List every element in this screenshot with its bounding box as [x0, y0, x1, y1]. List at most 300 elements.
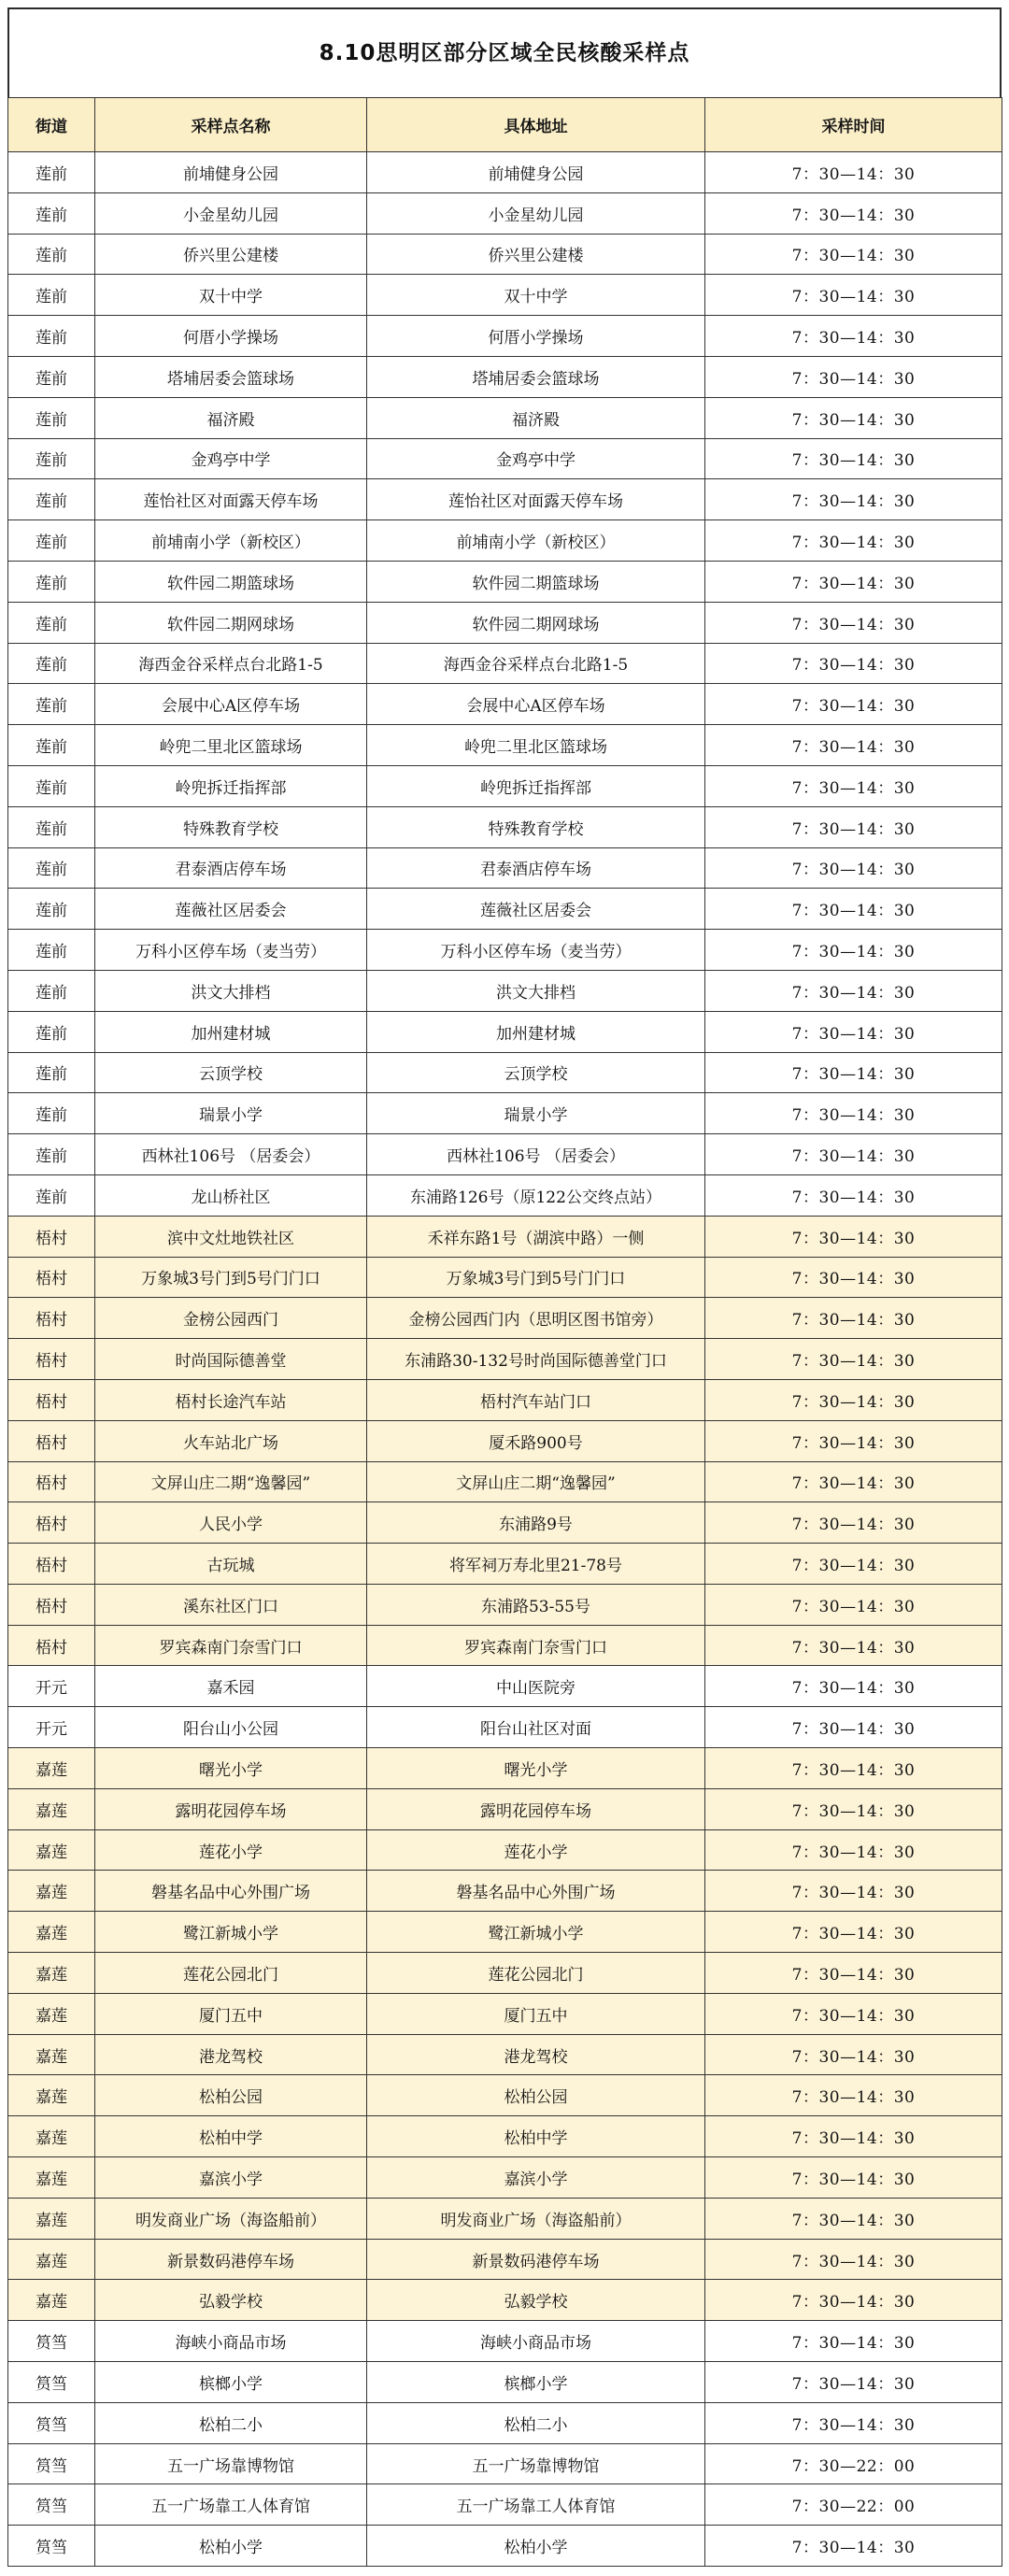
table-row: [8, 1339, 1002, 1380]
cell-site-name: 明发商业广场（海盗船前）: [95, 2198, 367, 2239]
cell-time: 7：30—14：30: [705, 602, 1002, 643]
cell-address: 鹭江新城小学: [367, 1912, 705, 1953]
cell-address: 君泰酒店停车场: [367, 847, 705, 889]
table-row: [8, 602, 1002, 643]
table-row: [8, 2239, 1002, 2280]
table-row: [8, 1953, 1002, 1994]
cell-site-name: 罗宾森南门奈雪门口: [95, 1625, 367, 1666]
sampling-points-sheet: [7, 7, 1002, 2567]
cell-time: 7：30—14：30: [705, 1788, 1002, 1829]
cell-street: 梧村: [8, 1544, 95, 1585]
table-row: [8, 2362, 1002, 2403]
cell-time: 7：30—14：30: [705, 1093, 1002, 1134]
cell-street: 莲前: [8, 234, 95, 275]
cell-address: 特殊教育学校: [367, 806, 705, 847]
cell-site-name: 君泰酒店停车场: [95, 847, 367, 889]
header-site-name: 采样点名称: [95, 98, 367, 152]
table-row: [8, 2402, 1002, 2443]
cell-site-name: 弘毅学校: [95, 2280, 367, 2321]
cell-site-name: 五一广场靠工人体育馆: [95, 2484, 367, 2526]
cell-address: 金鸡亭中学: [367, 438, 705, 479]
cell-street: 嘉莲: [8, 2280, 95, 2321]
cell-time: 7：30—14：30: [705, 1420, 1002, 1461]
cell-time: 7：30—14：30: [705, 275, 1002, 316]
cell-address: 侨兴里公建楼: [367, 234, 705, 275]
cell-street: 嘉莲: [8, 2034, 95, 2075]
table-row: [8, 1379, 1002, 1420]
table-row: [8, 2034, 1002, 2075]
cell-time: 7：30—14：30: [705, 1707, 1002, 1748]
cell-address: 露明花园停车场: [367, 1788, 705, 1829]
table-row: [8, 561, 1002, 602]
cell-street: 开元: [8, 1707, 95, 1748]
cell-time: 7：30—14：30: [705, 2116, 1002, 2157]
cell-address: 明发商业广场（海盗船前）: [367, 2198, 705, 2239]
cell-site-name: 万科小区停车场（麦当劳）: [95, 930, 367, 971]
table-row: [8, 520, 1002, 562]
cell-street: 莲前: [8, 152, 95, 193]
cell-site-name: 曙光小学: [95, 1748, 367, 1789]
cell-street: 嘉莲: [8, 1912, 95, 1953]
table-row: [8, 1298, 1002, 1339]
cell-address: 厦门五中: [367, 1993, 705, 2034]
cell-address: 磐基名品中心外围广场: [367, 1871, 705, 1912]
cell-site-name: 加州建材城: [95, 1011, 367, 1052]
cell-address: 莲怡社区对面露天停车场: [367, 479, 705, 520]
table-row: [8, 970, 1002, 1011]
page-title: 8.10思明区部分区域全民核酸采样点: [7, 7, 1002, 97]
table-row: [8, 1502, 1002, 1544]
cell-site-name: 岭兜拆迁指挥部: [95, 765, 367, 806]
table-row: [8, 1011, 1002, 1052]
table-row: [8, 2484, 1002, 2526]
table-row: [8, 889, 1002, 930]
cell-site-name: 新景数码港停车场: [95, 2239, 367, 2280]
cell-address: 曙光小学: [367, 1748, 705, 1789]
cell-time: 7：30—14：30: [705, 2280, 1002, 2321]
cell-time: 7：30—14：30: [705, 561, 1002, 602]
cell-address: 金榜公园西门内（思明区图书馆旁）: [367, 1298, 705, 1339]
cell-site-name: 嘉禾园: [95, 1666, 367, 1707]
cell-site-name: 金鸡亭中学: [95, 438, 367, 479]
table-row: [8, 1871, 1002, 1912]
cell-address: 文屏山庄二期“逸馨园”: [367, 1461, 705, 1502]
cell-site-name: 梧村长途汽车站: [95, 1379, 367, 1420]
cell-street: 莲前: [8, 889, 95, 930]
table-row: [8, 847, 1002, 889]
cell-time: 7：30—14：30: [705, 316, 1002, 357]
cell-address: 五一广场靠工人体育馆: [367, 2484, 705, 2526]
cell-time: 7：30—14：30: [705, 1502, 1002, 1544]
cell-site-name: 嘉滨小学: [95, 2157, 367, 2199]
cell-site-name: 福济殿: [95, 397, 367, 438]
cell-site-name: 海西金谷采样点台北路1-5: [95, 643, 367, 684]
cell-street: 筼筜: [8, 2321, 95, 2362]
table-row: [8, 356, 1002, 397]
cell-street: 嘉莲: [8, 1748, 95, 1789]
cell-time: 7：30—14：30: [705, 1829, 1002, 1871]
cell-address: 松柏二小: [367, 2402, 705, 2443]
table-row: [8, 2280, 1002, 2321]
cell-site-name: 人民小学: [95, 1502, 367, 1544]
cell-address: 港龙驾校: [367, 2034, 705, 2075]
cell-address: 嘉滨小学: [367, 2157, 705, 2199]
table-row: [8, 479, 1002, 520]
cell-street: 莲前: [8, 1093, 95, 1134]
cell-site-name: 莲薇社区居委会: [95, 889, 367, 930]
table-row: [8, 684, 1002, 725]
table-row: [8, 275, 1002, 316]
cell-site-name: 时尚国际德善堂: [95, 1339, 367, 1380]
cell-site-name: 鹭江新城小学: [95, 1912, 367, 1953]
cell-time: 7：30—14：30: [705, 847, 1002, 889]
table-row: [8, 316, 1002, 357]
cell-site-name: 五一广场靠博物馆: [95, 2443, 367, 2484]
cell-address: 加州建材城: [367, 1011, 705, 1052]
cell-site-name: 前埔健身公园: [95, 152, 367, 193]
cell-address: 岭兜二里北区篮球场: [367, 725, 705, 766]
cell-street: 嘉莲: [8, 2198, 95, 2239]
cell-address: 将军祠万寿北里21-78号: [367, 1544, 705, 1585]
cell-address: 双十中学: [367, 275, 705, 316]
cell-street: 嘉莲: [8, 2075, 95, 2116]
table-row: [8, 234, 1002, 275]
cell-street: 莲前: [8, 561, 95, 602]
cell-time: 7：30—14：30: [705, 1134, 1002, 1175]
table-row: [8, 643, 1002, 684]
cell-time: 7：30—22：00: [705, 2484, 1002, 2526]
cell-site-name: 阳台山小公园: [95, 1707, 367, 1748]
cell-time: 7：30—14：30: [705, 1993, 1002, 2034]
cell-address: 小金星幼儿园: [367, 192, 705, 234]
table-row: [8, 1707, 1002, 1748]
cell-address: 瑞景小学: [367, 1093, 705, 1134]
cell-street: 莲前: [8, 397, 95, 438]
table-row: [8, 1093, 1002, 1134]
cell-address: 莲花公园北门: [367, 1953, 705, 1994]
cell-street: 莲前: [8, 725, 95, 766]
cell-site-name: 莲花小学: [95, 1829, 367, 1871]
header-address: 具体地址: [367, 98, 705, 152]
table-row: [8, 725, 1002, 766]
cell-street: 莲前: [8, 970, 95, 1011]
cell-street: 梧村: [8, 1461, 95, 1502]
cell-address: 海西金谷采样点台北路1-5: [367, 643, 705, 684]
cell-address: 阳台山社区对面: [367, 1707, 705, 1748]
table-row: [8, 397, 1002, 438]
cell-address: 梧村汽车站门口: [367, 1379, 705, 1420]
table-row: [8, 1461, 1002, 1502]
cell-time: 7：30—14：30: [705, 1052, 1002, 1093]
cell-address: 东浦路126号（原122公交终点站）: [367, 1174, 705, 1216]
cell-street: 莲前: [8, 1174, 95, 1216]
table-row: [8, 1052, 1002, 1093]
cell-street: 梧村: [8, 1339, 95, 1380]
cell-street: 筼筜: [8, 2484, 95, 2526]
cell-address: 禾祥东路1号（湖滨中路）一侧: [367, 1216, 705, 1257]
cell-address: 岭兜拆迁指挥部: [367, 765, 705, 806]
table-row: [8, 765, 1002, 806]
cell-street: 莲前: [8, 1052, 95, 1093]
cell-time: 7：30—14：30: [705, 192, 1002, 234]
cell-time: 7：30—14：30: [705, 1298, 1002, 1339]
cell-address: 软件园二期网球场: [367, 602, 705, 643]
cell-street: 嘉莲: [8, 1829, 95, 1871]
cell-time: 7：30—14：30: [705, 889, 1002, 930]
table-row: [8, 2157, 1002, 2199]
cell-time: 7：30—14：30: [705, 1748, 1002, 1789]
table-row: [8, 1257, 1002, 1298]
cell-site-name: 西林社106号 （居委会）: [95, 1134, 367, 1175]
cell-site-name: 溪东社区门口: [95, 1584, 367, 1625]
cell-address: 东浦路53-55号: [367, 1584, 705, 1625]
cell-address: 厦禾路900号: [367, 1420, 705, 1461]
cell-street: 梧村: [8, 1257, 95, 1298]
cell-time: 7：30—14：30: [705, 2157, 1002, 2199]
cell-site-name: 松柏中学: [95, 2116, 367, 2157]
cell-address: 何厝小学操场: [367, 316, 705, 357]
cell-site-name: 金榜公园西门: [95, 1298, 367, 1339]
table-row: [8, 2198, 1002, 2239]
cell-street: 开元: [8, 1666, 95, 1707]
table-row: [8, 1829, 1002, 1871]
cell-address: 新景数码港停车场: [367, 2239, 705, 2280]
table-row: [8, 2075, 1002, 2116]
table-row: [8, 1216, 1002, 1257]
cell-site-name: 何厝小学操场: [95, 316, 367, 357]
cell-site-name: 龙山桥社区: [95, 1174, 367, 1216]
cell-time: 7：30—14：30: [705, 806, 1002, 847]
cell-site-name: 万象城3号门到5号门门口: [95, 1257, 367, 1298]
cell-site-name: 港龙驾校: [95, 2034, 367, 2075]
sampling-points-table: [7, 97, 1002, 2567]
cell-street: 嘉莲: [8, 1871, 95, 1912]
table-row: [8, 2116, 1002, 2157]
cell-street: 莲前: [8, 356, 95, 397]
cell-address: 中山医院旁: [367, 1666, 705, 1707]
table-row: [8, 1134, 1002, 1175]
cell-street: 莲前: [8, 192, 95, 234]
cell-site-name: 岭兜二里北区篮球场: [95, 725, 367, 766]
cell-street: 筼筜: [8, 2443, 95, 2484]
table-row: [8, 2526, 1002, 2567]
cell-site-name: 松柏二小: [95, 2402, 367, 2443]
cell-time: 7：30—22：00: [705, 2443, 1002, 2484]
cell-street: 莲前: [8, 806, 95, 847]
cell-time: 7：30—14：30: [705, 1912, 1002, 1953]
cell-address: 东浦路30-132号时尚国际德善堂门口: [367, 1339, 705, 1380]
cell-street: 莲前: [8, 847, 95, 889]
cell-address: 软件园二期篮球场: [367, 561, 705, 602]
table-row: [8, 1544, 1002, 1585]
cell-time: 7：30—14：30: [705, 1174, 1002, 1216]
cell-site-name: 莲怡社区对面露天停车场: [95, 479, 367, 520]
cell-address: 松柏中学: [367, 2116, 705, 2157]
cell-time: 7：30—14：30: [705, 684, 1002, 725]
table-row: [8, 1748, 1002, 1789]
cell-address: 前埔南小学（新校区）: [367, 520, 705, 562]
cell-street: 莲前: [8, 316, 95, 357]
cell-time: 7：30—14：30: [705, 520, 1002, 562]
cell-site-name: 云顶学校: [95, 1052, 367, 1093]
cell-street: 嘉莲: [8, 2239, 95, 2280]
cell-address: 万科小区停车场（麦当劳）: [367, 930, 705, 971]
cell-site-name: 厦门五中: [95, 1993, 367, 2034]
cell-time: 7：30—14：30: [705, 479, 1002, 520]
cell-street: 嘉莲: [8, 1953, 95, 1994]
cell-site-name: 滨中文灶地铁社区: [95, 1216, 367, 1257]
cell-site-name: 软件园二期网球场: [95, 602, 367, 643]
cell-site-name: 文屏山庄二期“逸馨园”: [95, 1461, 367, 1502]
cell-street: 筼筜: [8, 2402, 95, 2443]
cell-street: 梧村: [8, 1584, 95, 1625]
cell-time: 7：30—14：30: [705, 152, 1002, 193]
cell-site-name: 露明花园停车场: [95, 1788, 367, 1829]
cell-time: 7：30—14：30: [705, 1379, 1002, 1420]
cell-street: 莲前: [8, 602, 95, 643]
cell-street: 莲前: [8, 930, 95, 971]
cell-time: 7：30—14：30: [705, 2526, 1002, 2567]
cell-time: 7：30—14：30: [705, 1871, 1002, 1912]
cell-address: 前埔健身公园: [367, 152, 705, 193]
cell-address: 莲薇社区居委会: [367, 889, 705, 930]
cell-address: 莲花小学: [367, 1829, 705, 1871]
cell-street: 嘉莲: [8, 1993, 95, 2034]
cell-time: 7：30—14：30: [705, 725, 1002, 766]
cell-street: 莲前: [8, 765, 95, 806]
cell-street: 梧村: [8, 1379, 95, 1420]
table-row: [8, 1912, 1002, 1953]
table-row: [8, 1420, 1002, 1461]
cell-time: 7：30—14：30: [705, 930, 1002, 971]
cell-address: 云顶学校: [367, 1052, 705, 1093]
cell-site-name: 松柏公园: [95, 2075, 367, 2116]
cell-time: 7：30—14：30: [705, 1584, 1002, 1625]
table-row: [8, 2443, 1002, 2484]
cell-address: 洪文大排档: [367, 970, 705, 1011]
cell-street: 梧村: [8, 1502, 95, 1544]
cell-site-name: 松柏小学: [95, 2526, 367, 2567]
cell-time: 7：30—14：30: [705, 438, 1002, 479]
table-row: [8, 152, 1002, 193]
cell-site-name: 软件园二期篮球场: [95, 561, 367, 602]
cell-time: 7：30—14：30: [705, 643, 1002, 684]
cell-site-name: 火车站北广场: [95, 1420, 367, 1461]
cell-time: 7：30—14：30: [705, 1953, 1002, 1994]
table-row: [8, 1174, 1002, 1216]
cell-time: 7：30—14：30: [705, 234, 1002, 275]
cell-time: 7：30—14：30: [705, 2198, 1002, 2239]
cell-street: 莲前: [8, 684, 95, 725]
cell-address: 福济殿: [367, 397, 705, 438]
cell-street: 嘉莲: [8, 2116, 95, 2157]
table-row: [8, 1788, 1002, 1829]
cell-street: 筼筜: [8, 2526, 95, 2567]
cell-time: 7：30—14：30: [705, 1544, 1002, 1585]
header-time: 采样时间: [705, 98, 1002, 152]
cell-site-name: 侨兴里公建楼: [95, 234, 367, 275]
cell-street: 梧村: [8, 1216, 95, 1257]
cell-site-name: 洪文大排档: [95, 970, 367, 1011]
cell-street: 莲前: [8, 438, 95, 479]
cell-site-name: 槟榔小学: [95, 2362, 367, 2403]
table-row: [8, 192, 1002, 234]
cell-time: 7：30—14：30: [705, 1461, 1002, 1502]
cell-address: 万象城3号门到5号门门口: [367, 1257, 705, 1298]
cell-time: 7：30—14：30: [705, 397, 1002, 438]
cell-site-name: 前埔南小学（新校区）: [95, 520, 367, 562]
cell-street: 嘉莲: [8, 2157, 95, 2199]
cell-site-name: 莲花公园北门: [95, 1953, 367, 1994]
cell-site-name: 瑞景小学: [95, 1093, 367, 1134]
cell-time: 7：30—14：30: [705, 1339, 1002, 1380]
cell-street: 梧村: [8, 1420, 95, 1461]
cell-address: 西林社106号 （居委会）: [367, 1134, 705, 1175]
table-row: [8, 1584, 1002, 1625]
cell-street: 莲前: [8, 643, 95, 684]
cell-site-name: 海峡小商品市场: [95, 2321, 367, 2362]
cell-address: 塔埔居委会篮球场: [367, 356, 705, 397]
table-body: [8, 152, 1002, 2567]
cell-site-name: 会展中心A区停车场: [95, 684, 367, 725]
cell-street: 梧村: [8, 1298, 95, 1339]
cell-address: 松柏小学: [367, 2526, 705, 2567]
cell-site-name: 小金星幼儿园: [95, 192, 367, 234]
cell-address: 五一广场靠博物馆: [367, 2443, 705, 2484]
cell-street: 莲前: [8, 1134, 95, 1175]
cell-time: 7：30—14：30: [705, 1011, 1002, 1052]
table-row: [8, 806, 1002, 847]
cell-time: 7：30—14：30: [705, 765, 1002, 806]
cell-address: 东浦路9号: [367, 1502, 705, 1544]
table-row: [8, 2321, 1002, 2362]
cell-time: 7：30—14：30: [705, 1625, 1002, 1666]
cell-time: 7：30—14：30: [705, 970, 1002, 1011]
cell-site-name: 特殊教育学校: [95, 806, 367, 847]
cell-time: 7：30—14：30: [705, 2239, 1002, 2280]
cell-street: 莲前: [8, 520, 95, 562]
cell-time: 7：30—14：30: [705, 2402, 1002, 2443]
table-row: [8, 1666, 1002, 1707]
cell-street: 莲前: [8, 275, 95, 316]
table-row: [8, 1625, 1002, 1666]
cell-address: 弘毅学校: [367, 2280, 705, 2321]
cell-street: 莲前: [8, 479, 95, 520]
cell-address: 海峡小商品市场: [367, 2321, 705, 2362]
table-row: [8, 1993, 1002, 2034]
cell-time: 7：30—14：30: [705, 2362, 1002, 2403]
cell-time: 7：30—14：30: [705, 2321, 1002, 2362]
cell-time: 7：30—14：30: [705, 1216, 1002, 1257]
cell-site-name: 磐基名品中心外围广场: [95, 1871, 367, 1912]
cell-street: 嘉莲: [8, 1788, 95, 1829]
table-row: [8, 438, 1002, 479]
cell-address: 会展中心A区停车场: [367, 684, 705, 725]
cell-address: 罗宾森南门奈雪门口: [367, 1625, 705, 1666]
table-header-row: [8, 98, 1002, 152]
header-street: 街道: [8, 98, 95, 152]
cell-time: 7：30—14：30: [705, 2034, 1002, 2075]
cell-street: 梧村: [8, 1625, 95, 1666]
cell-street: 筼筜: [8, 2362, 95, 2403]
table-row: [8, 930, 1002, 971]
cell-time: 7：30—14：30: [705, 1666, 1002, 1707]
cell-time: 7：30—14：30: [705, 2075, 1002, 2116]
cell-time: 7：30—14：30: [705, 1257, 1002, 1298]
cell-address: 松柏公园: [367, 2075, 705, 2116]
cell-site-name: 古玩城: [95, 1544, 367, 1585]
cell-time: 7：30—14：30: [705, 356, 1002, 397]
